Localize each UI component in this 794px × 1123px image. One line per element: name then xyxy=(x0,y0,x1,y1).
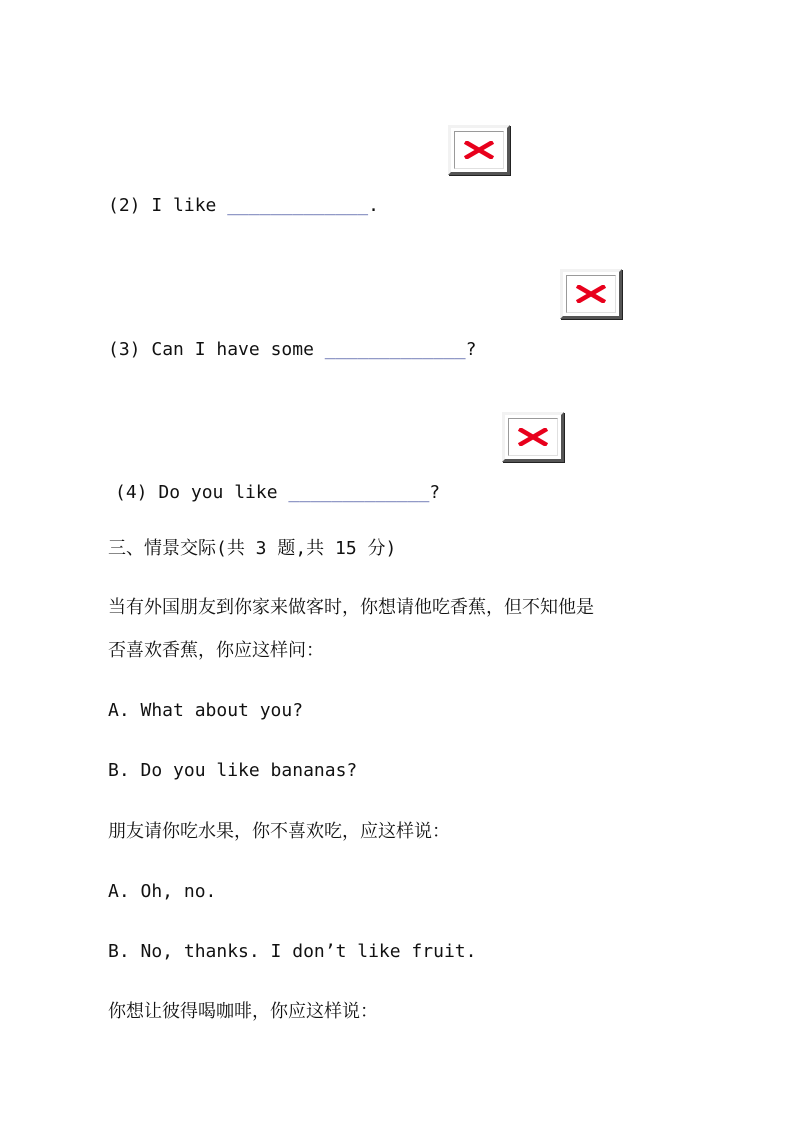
question-item-2 xyxy=(108,194,379,218)
answer-blank[interactable]: _____________ xyxy=(288,482,430,503)
option-a[interactable]: A. Oh, no. xyxy=(108,881,217,902)
question-prompt: 朋友请你吃水果，你不喜欢吃，应这样说： xyxy=(108,821,450,842)
item-prefix: I like xyxy=(151,195,228,216)
answer-blank[interactable]: _____________ xyxy=(324,339,466,360)
broken-image-icon xyxy=(502,412,564,462)
section-heading: 三、情景交际(共 3 题,共 15 分) xyxy=(108,538,397,559)
item-number: (4) xyxy=(115,482,148,503)
item-suffix: ? xyxy=(429,482,441,503)
item-suffix: . xyxy=(368,195,379,216)
broken-image-icon xyxy=(560,269,622,319)
question-item-4 xyxy=(115,481,440,505)
item-number: (3) xyxy=(108,339,141,360)
item-prefix: Do you like xyxy=(158,482,289,503)
answer-blank[interactable]: _____________ xyxy=(227,195,369,216)
option-a[interactable]: A. What about you? xyxy=(108,700,304,721)
item-number: (2) xyxy=(108,195,141,216)
option-b[interactable]: B. No, thanks. I don’t like fruit. xyxy=(108,941,477,962)
item-prefix: Can I have some xyxy=(151,339,325,360)
cross-icon xyxy=(518,428,548,446)
question-prompt: 当有外国朋友到你家来做客时，你想请他吃香蕉，但不知他是 xyxy=(108,597,594,618)
cross-icon xyxy=(464,141,494,159)
item-suffix: ? xyxy=(465,339,477,360)
question-prompt: 否喜欢香蕉，你应这样问： xyxy=(108,640,324,661)
cross-icon xyxy=(576,285,606,303)
question-prompt: 你想让彼得喝咖啡，你应这样说： xyxy=(108,1001,378,1022)
question-item-3 xyxy=(108,338,476,362)
broken-image-icon xyxy=(448,125,510,175)
option-b[interactable]: B. Do you like bananas? xyxy=(108,760,358,781)
